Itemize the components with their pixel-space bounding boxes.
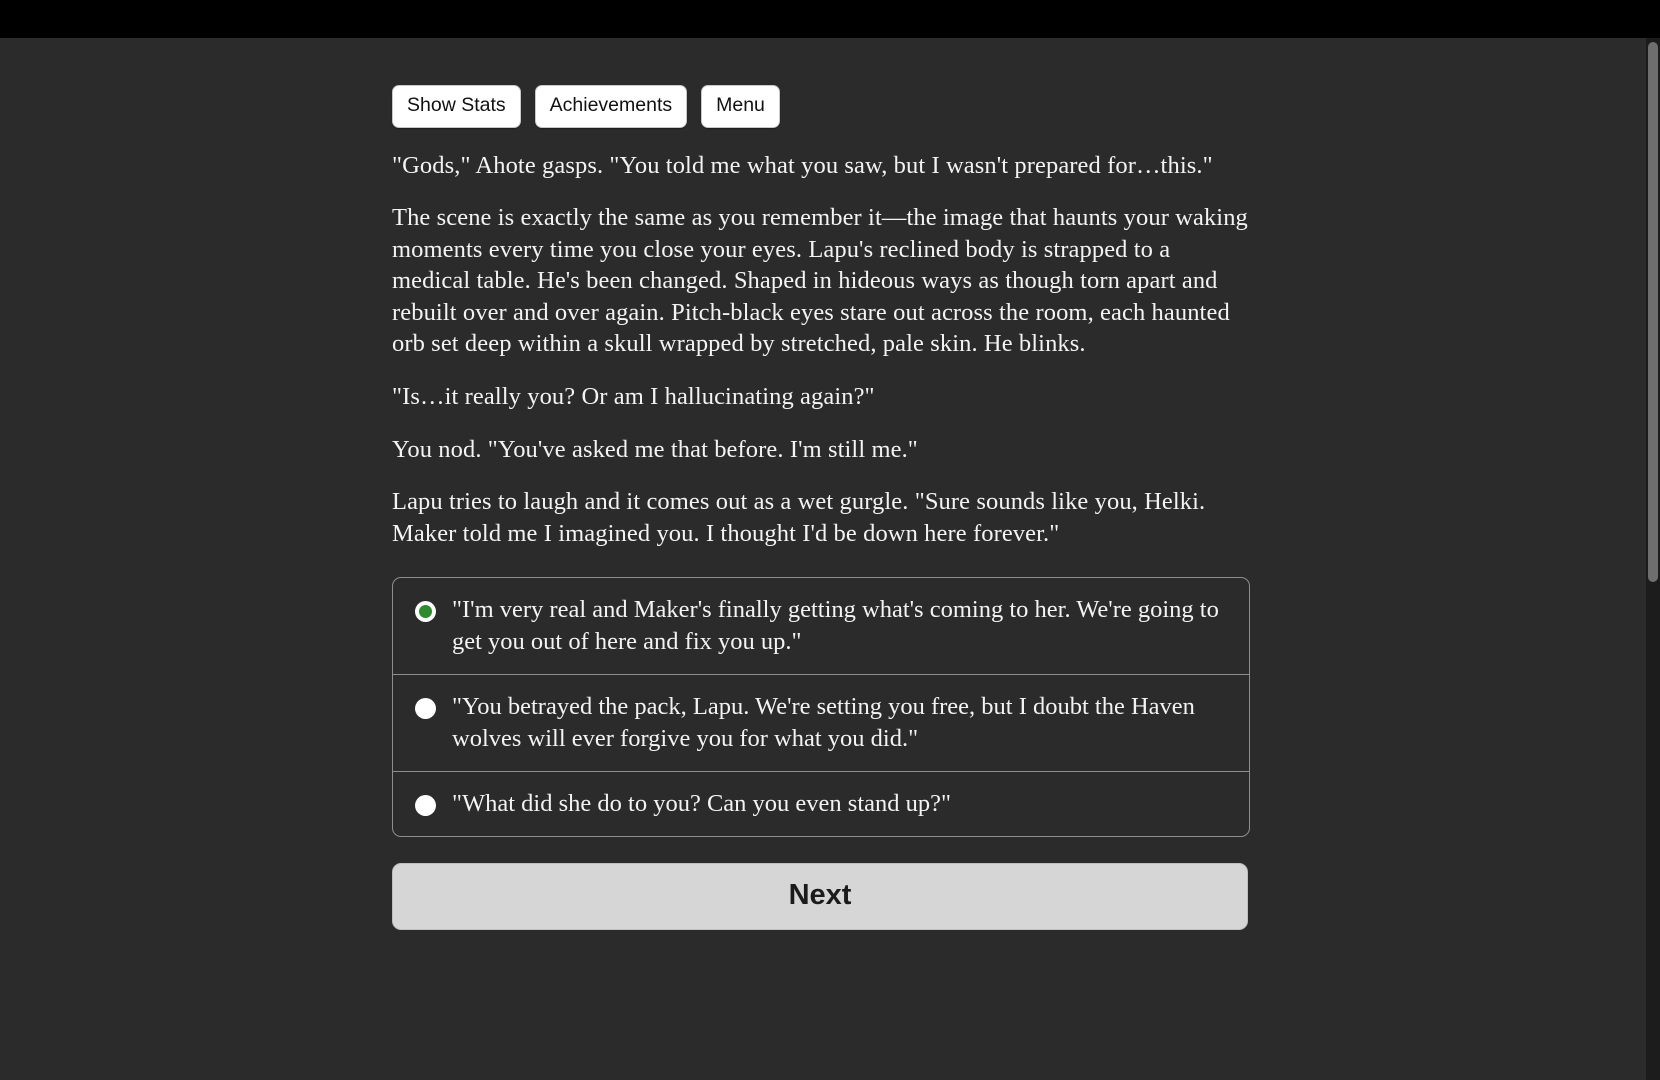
story-paragraph: "Is…it really you? Or am I hallucinating again?" — [392, 383, 875, 411]
game-toolbar — [392, 85, 1252, 128]
vertical-scrollbar[interactable] — [1646, 38, 1660, 1080]
choice-list — [392, 577, 1250, 837]
choice-label: "You betrayed the pack, Lapu. We're setting you free, but I doubt the Haven wolves will ever forgive you for what you did." — [452, 693, 1195, 752]
story-paragraph: Lapu tries to laugh and it comes out as a wet gurgle. "Sure sounds like you, Helki. Maker told me I imagined you. I thought I'd be down here forever." — [392, 488, 1206, 547]
scrollbar-thumb[interactable] — [1648, 42, 1658, 582]
choice-option[interactable] — [393, 578, 1249, 675]
radio-icon[interactable] — [415, 601, 436, 622]
achievements-button[interactable]: Achievements — [535, 85, 687, 128]
radio-icon[interactable] — [415, 795, 436, 816]
choice-option[interactable] — [393, 772, 1249, 836]
next-button[interactable]: Next — [392, 863, 1248, 930]
radio-icon[interactable] — [415, 698, 436, 719]
choice-label: "I'm very real and Maker's finally getting what's coming to her. We're going to get you out of here and fix you up." — [452, 596, 1219, 655]
story-paragraph: "Gods," Ahote gasps. "You told me what you saw, but I wasn't prepared for…this." — [392, 151, 1213, 179]
story-content — [392, 85, 1252, 930]
story-paragraph: The scene is exactly the same as you remember it—the image that haunts your waking moments every time you close your eyes. Lapu's reclined body is strapped to a medical table. He's been changed. Shaped in hideous ways as though torn apart and rebuilt over and over again. Pitch-black eyes stare out across the room, each haunted orb set deep within a skull wrapped by stretched, pale skin. He blinks. — [392, 204, 1248, 358]
menu-button[interactable]: Menu — [701, 85, 780, 128]
browser-top-bar — [0, 0, 1660, 38]
story-paragraph: You nod. "You've asked me that before. I'm still me." — [392, 435, 918, 463]
choice-label: "What did she do to you? Can you even stand up?" — [452, 789, 952, 817]
story-stage — [0, 38, 1646, 1080]
show-stats-button[interactable]: Show Stats — [392, 85, 521, 128]
choice-option[interactable] — [393, 675, 1249, 772]
